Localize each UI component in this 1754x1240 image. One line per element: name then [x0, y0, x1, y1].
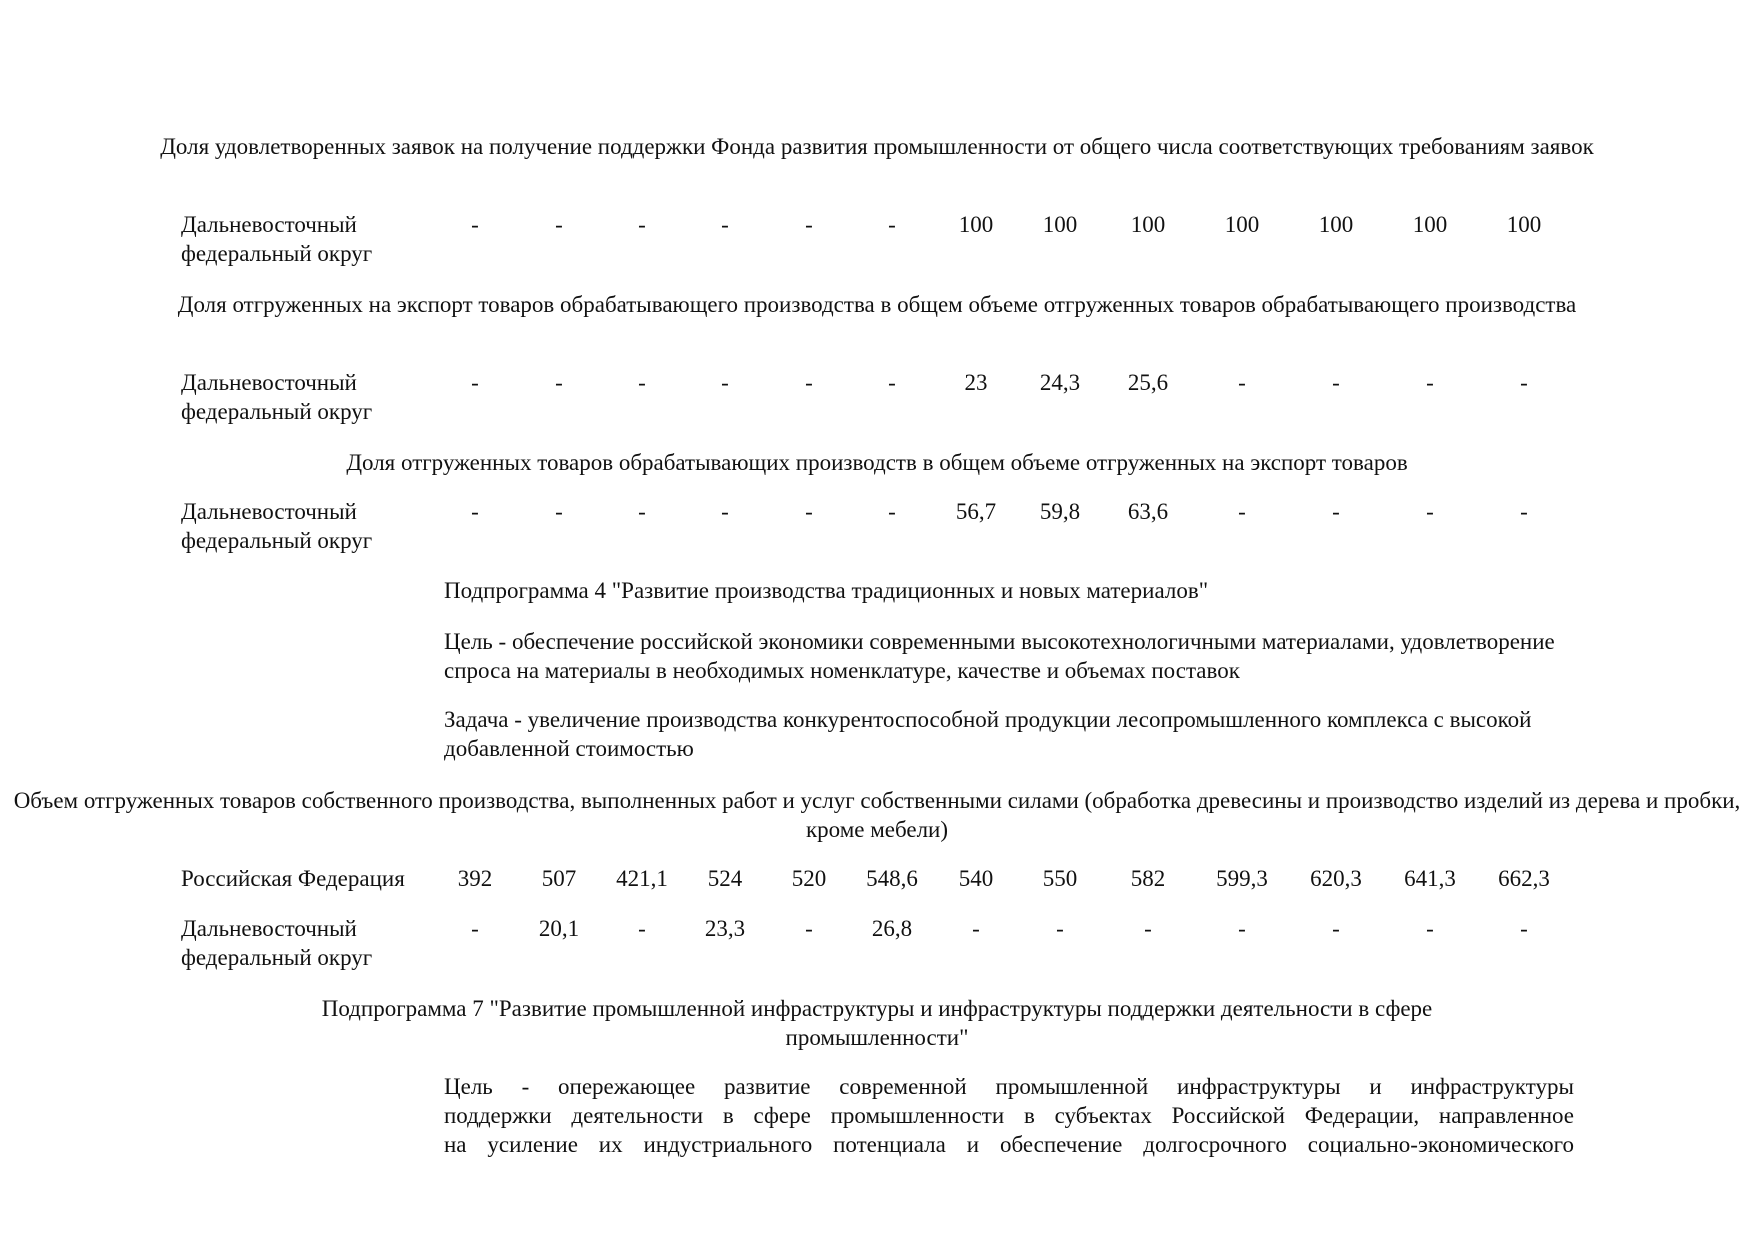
value-cell: 540 [958, 866, 994, 891]
value-cell: - [1056, 916, 1064, 941]
indicator-heading: Доля отгруженных на экспорт товаров обрабатывающего производства в общем объеме отгруженных товаров обрабатывающего производства [177, 292, 1577, 317]
subprogram-7-title: Подпрограмма 7 "Развитие промышленной инфраструктуры и инфраструктуры поддержки деятельности в сфере промышленности" [321, 996, 1433, 1050]
value-cell: - [1238, 370, 1246, 395]
subprogram-4-goal: Цель - обеспечение российской экономики современными высокотехнологичными материалами, удовлетворение спроса на материалы в необходимых номенклатуре, качестве и объемах поставок [444, 629, 1555, 683]
value-cell: 100 [1224, 212, 1260, 237]
value-cell: 59,8 [1039, 499, 1081, 524]
value-cell: - [1332, 499, 1340, 524]
region-name: Российская Федерация [181, 866, 405, 891]
table-row [0, 497, 1754, 557]
value-cell: 548,6 [866, 866, 918, 891]
value-cell: 100 [1318, 212, 1354, 237]
value-cell: 24,3 [1039, 370, 1081, 395]
value-cell: 100 [1506, 212, 1542, 237]
value-cell: 25,6 [1127, 370, 1169, 395]
value-cell: 641,3 [1404, 866, 1456, 891]
value-cell: 392 [457, 866, 493, 891]
value-cell: 100 [1042, 212, 1078, 237]
value-cell: 100 [958, 212, 994, 237]
value-cell: 520 [791, 866, 827, 891]
value-cell: 23 [964, 370, 988, 395]
value-cell: 23,3 [704, 916, 746, 941]
value-cell: - [471, 499, 479, 524]
value-cell: 524 [707, 866, 743, 891]
value-cell: - [1332, 370, 1340, 395]
value-cell: - [555, 499, 563, 524]
indicator-heading: Объем отгруженных товаров собственного производства, выполненных работ и услуг собственными силами (обработка древесины и производство изделий из дерева и пробки, кроме мебели) [13, 788, 1741, 842]
value-cell: - [1426, 370, 1434, 395]
table-row [0, 914, 1754, 974]
value-cell: - [888, 212, 896, 237]
value-cell: - [1426, 916, 1434, 941]
value-cell: - [1520, 370, 1528, 395]
value-cell: 100 [1412, 212, 1448, 237]
value-cell: 421,1 [616, 866, 668, 891]
value-cell: - [471, 370, 479, 395]
value-cell: 26,8 [871, 916, 913, 941]
value-cell: - [805, 370, 813, 395]
value-cell: - [805, 499, 813, 524]
value-cell: 662,3 [1498, 866, 1550, 891]
value-cell: 620,3 [1310, 866, 1362, 891]
value-cell: - [555, 212, 563, 237]
value-cell: - [638, 212, 646, 237]
table-row [0, 368, 1754, 428]
value-cell: 599,3 [1216, 866, 1268, 891]
value-cell: - [1332, 916, 1340, 941]
value-cell: - [638, 916, 646, 941]
subprogram-7-goal-line: Цель - опережающее развитие современной промышленной инфраструктуры и инфраструктуры [444, 1074, 1574, 1099]
value-cell: - [638, 370, 646, 395]
value-cell: - [471, 212, 479, 237]
subprogram-4-title: Подпрограмма 4 "Развитие производства традиционных и новых материалов" [444, 578, 1209, 603]
indicator-heading: Доля удовлетворенных заявок на получение поддержки Фонда развития промышленности от общего числа соответствующих требованиям заявок [160, 134, 1594, 159]
value-cell: - [721, 499, 729, 524]
value-cell: 100 [1130, 212, 1166, 237]
value-cell: - [721, 212, 729, 237]
value-cell: - [1238, 499, 1246, 524]
region-name: Дальневосточный федеральный округ [181, 212, 373, 266]
value-cell: 550 [1042, 866, 1078, 891]
table-row [0, 210, 1754, 270]
region-name: Дальневосточный федеральный округ [181, 916, 373, 970]
value-cell: - [555, 370, 563, 395]
value-cell: - [805, 916, 813, 941]
subprogram-7-goal-line: поддержки деятельности в сфере промышленности в субъектах Российской Федерации, направленное [444, 1103, 1574, 1128]
subprogram-4-task: Задача - увеличение производства конкурентоспособной продукции лесопромышленного комплекса с высокой добавленной стоимостью [444, 707, 1532, 761]
value-cell: 20,1 [538, 916, 580, 941]
value-cell: - [638, 499, 646, 524]
value-cell: - [721, 370, 729, 395]
indicator-heading: Доля отгруженных товаров обрабатывающих производств в общем объеме отгруженных на экспорт товаров [346, 450, 1408, 475]
value-cell: - [1520, 499, 1528, 524]
value-cell: 63,6 [1127, 499, 1169, 524]
subprogram-7-goal-line: на усиление их индустриального потенциала и обеспечение долгосрочного социально-экономического [444, 1132, 1574, 1157]
value-cell: - [1520, 916, 1528, 941]
region-name: Дальневосточный федеральный округ [181, 370, 373, 424]
value-cell: - [1426, 499, 1434, 524]
value-cell: 56,7 [955, 499, 997, 524]
value-cell: 582 [1130, 866, 1166, 891]
value-cell: - [1144, 916, 1152, 941]
value-cell: - [471, 916, 479, 941]
value-cell: - [805, 212, 813, 237]
value-cell: 507 [541, 866, 577, 891]
value-cell: - [1238, 916, 1246, 941]
value-cell: - [888, 370, 896, 395]
value-cell: - [972, 916, 980, 941]
region-name: Дальневосточный федеральный округ [181, 499, 373, 553]
value-cell: - [888, 499, 896, 524]
